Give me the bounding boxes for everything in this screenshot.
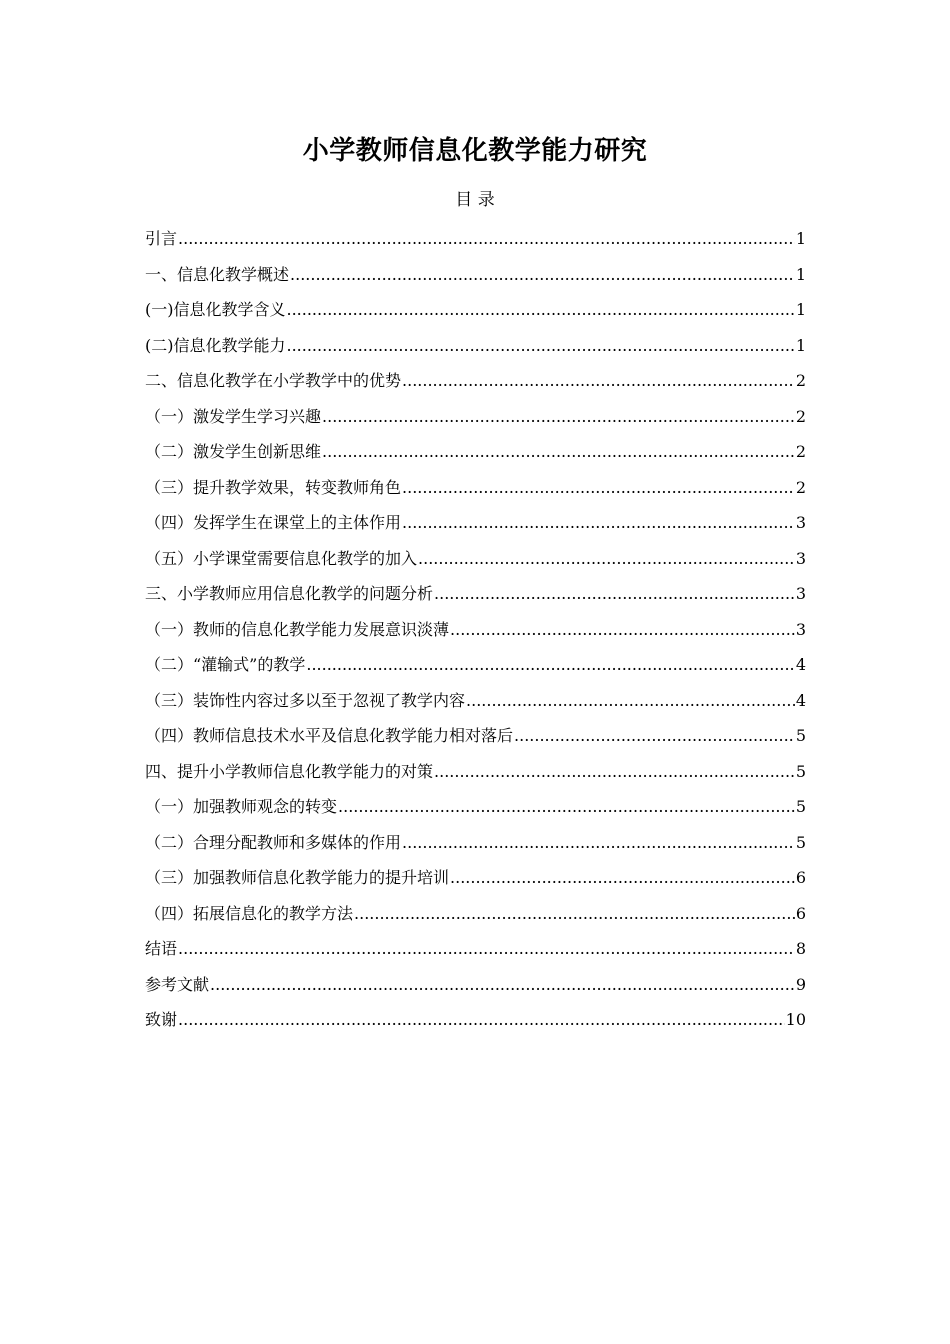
toc-leader-dots bbox=[402, 363, 795, 399]
toc-entry-page-number: 5 bbox=[795, 832, 806, 852]
toc-leader-dots bbox=[306, 647, 794, 683]
toc-entry-page-number: 1 bbox=[795, 335, 806, 355]
toc-leader-dots bbox=[210, 967, 795, 1003]
toc-entry[interactable] bbox=[145, 541, 806, 577]
toc-entry-page-number: 4 bbox=[795, 655, 806, 674]
toc-entry-label: （四）教师信息技术水平及信息化教学能力相对落后 bbox=[145, 726, 514, 745]
toc-entry-label: (一)信息化教学含义 bbox=[145, 300, 286, 319]
toc-entry-label: （四）发挥学生在课堂上的主体作用 bbox=[145, 513, 402, 532]
toc-entry-label: （一）教师的信息化教学能力发展意识淡薄 bbox=[145, 619, 450, 639]
toc-entry[interactable] bbox=[145, 754, 806, 790]
toc-entry-label: 一、信息化教学概述 bbox=[145, 264, 290, 284]
toc-entry-label: 致谢 bbox=[145, 1010, 178, 1029]
toc-leader-dots bbox=[434, 754, 795, 790]
toc-entry[interactable] bbox=[145, 434, 806, 470]
toc-leader-dots bbox=[338, 789, 795, 825]
toc-entry[interactable] bbox=[145, 399, 806, 435]
toc-leader-dots bbox=[514, 718, 795, 754]
toc-entry[interactable] bbox=[145, 789, 806, 825]
toc-entry-page-number: 5 bbox=[795, 726, 806, 745]
toc-entry[interactable] bbox=[145, 1002, 806, 1038]
toc-entry[interactable] bbox=[145, 505, 806, 541]
toc-entry[interactable] bbox=[145, 292, 806, 328]
toc-entry-page-number: 6 bbox=[795, 868, 806, 887]
document-title: 小学教师信息化教学能力研究 bbox=[302, 136, 648, 166]
toc-entry-page-number: 8 bbox=[795, 939, 806, 958]
toc-leader-dots bbox=[322, 399, 795, 435]
toc-leader-dots bbox=[450, 612, 795, 648]
toc-leader-dots bbox=[178, 1002, 785, 1038]
toc-leader-dots bbox=[354, 896, 795, 932]
toc-entry-page-number: 1 bbox=[795, 300, 806, 319]
toc-leader-dots bbox=[418, 541, 795, 577]
toc-entry-page-number: 1 bbox=[795, 229, 806, 248]
toc-entry-page-number: 1 bbox=[795, 264, 806, 284]
toc-leader-dots bbox=[178, 221, 795, 257]
toc-entry-page-number: 3 bbox=[795, 548, 806, 568]
toc-leader-dots bbox=[466, 683, 795, 719]
toc-entry[interactable] bbox=[145, 931, 806, 967]
toc-entry-label: （五）小学课堂需要信息化教学的加入 bbox=[145, 548, 418, 568]
toc-entry-label: （二）合理分配教师和多媒体的作用 bbox=[145, 832, 402, 852]
toc-entry-page-number: 2 bbox=[795, 442, 806, 461]
toc-entry[interactable] bbox=[145, 647, 806, 683]
toc-leader-dots bbox=[287, 292, 795, 328]
toc-entry-label: 四、提升小学教师信息化教学能力的对策 bbox=[145, 761, 434, 781]
toc-leader-dots bbox=[402, 470, 795, 506]
toc-leader-dots bbox=[450, 860, 795, 896]
toc-entry-label: 二、信息化教学在小学教学中的优势 bbox=[145, 371, 402, 390]
toc-entry-page-number: 2 bbox=[795, 477, 806, 497]
toc-entry[interactable] bbox=[145, 967, 806, 1003]
toc-entry-label: (二)信息化教学能力 bbox=[145, 335, 286, 355]
toc-leader-dots bbox=[287, 328, 795, 364]
toc-entry-label: 引言 bbox=[145, 229, 178, 248]
toc-entry-page-number: 5 bbox=[795, 761, 806, 781]
toc-leader-dots bbox=[434, 576, 795, 612]
toc-entry-page-number: 2 bbox=[795, 406, 806, 426]
toc-entry-label: （三）加强教师信息化教学能力的提升培训 bbox=[145, 868, 450, 887]
toc-entry[interactable] bbox=[145, 470, 806, 506]
toc-entry[interactable] bbox=[145, 825, 806, 861]
toc-entry-label: （四）拓展信息化的教学方法 bbox=[145, 903, 354, 923]
toc-entry-label: 三、小学教师应用信息化教学的问题分析 bbox=[145, 584, 434, 603]
toc-entry[interactable] bbox=[145, 363, 806, 399]
toc-entry[interactable] bbox=[145, 683, 806, 719]
toc-entry-label: （二）激发学生创新思维 bbox=[145, 442, 322, 461]
toc-entry-label: 结语 bbox=[145, 939, 178, 958]
toc-entry-label: （一）加强教师观念的转变 bbox=[145, 797, 338, 816]
toc-entry-page-number: 10 bbox=[785, 1010, 806, 1029]
toc-entry[interactable] bbox=[145, 328, 806, 364]
toc-leader-dots bbox=[178, 931, 795, 967]
toc-entry[interactable] bbox=[145, 718, 806, 754]
toc-entry-page-number: 3 bbox=[795, 513, 806, 532]
table-of-contents bbox=[145, 221, 806, 1038]
toc-entry[interactable] bbox=[145, 576, 806, 612]
toc-heading: 目 录 bbox=[455, 190, 495, 210]
toc-entry[interactable] bbox=[145, 221, 806, 257]
toc-entry-label: （一）激发学生学习兴趣 bbox=[145, 406, 322, 426]
toc-entry-page-number: 5 bbox=[795, 797, 806, 816]
toc-entry-page-number: 3 bbox=[795, 584, 806, 603]
toc-entry-label: （三）装饰性内容过多以至于忽视了教学内容 bbox=[145, 690, 466, 710]
toc-entry-page-number: 9 bbox=[795, 974, 806, 994]
toc-entry-label: （三）提升教学效果，转变教师角色 bbox=[145, 477, 402, 497]
toc-entry[interactable] bbox=[145, 257, 806, 293]
toc-leader-dots bbox=[322, 434, 795, 470]
toc-entry-page-number: 2 bbox=[795, 371, 806, 390]
toc-leader-dots bbox=[290, 257, 795, 293]
toc-entry-label: （二）“灌输式”的教学 bbox=[145, 655, 306, 674]
toc-entry[interactable] bbox=[145, 860, 806, 896]
toc-entry[interactable] bbox=[145, 896, 806, 932]
toc-entry[interactable] bbox=[145, 612, 806, 648]
toc-entry-page-number: 6 bbox=[795, 903, 806, 923]
toc-leader-dots bbox=[402, 505, 795, 541]
toc-leader-dots bbox=[402, 825, 795, 861]
toc-entry-page-number: 3 bbox=[795, 619, 806, 639]
toc-entry-label: 参考文献 bbox=[145, 974, 210, 994]
toc-entry-page-number: 4 bbox=[795, 690, 806, 710]
